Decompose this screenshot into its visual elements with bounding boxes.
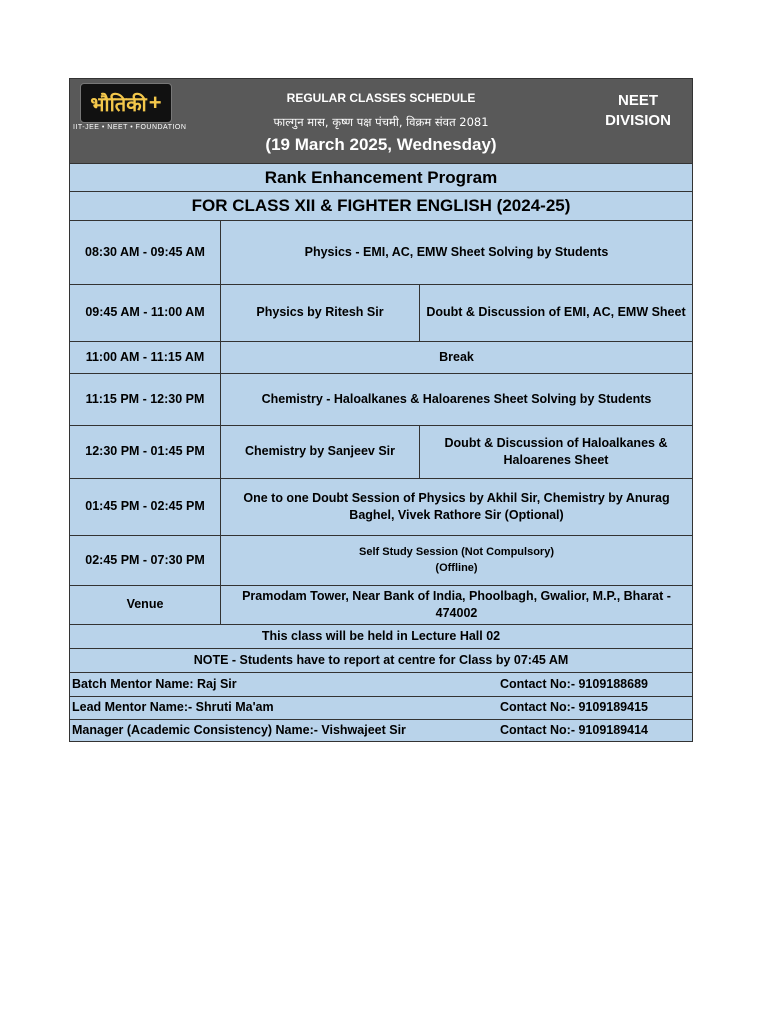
mentor-row [70,673,692,697]
class-title: FOR CLASS XII & FIGHTER ENGLISH (2024-25) [70,192,692,221]
schedule-date: (19 March 2025, Wednesday) [265,135,497,154]
schedule-title: REGULAR CLASSES SCHEDULE [286,91,476,105]
activity-cell: Chemistry by Sanjeev Sir [221,426,420,479]
venue-label: Venue [70,586,221,625]
mentor-name: Manager (Academic Consistency) Name:- Vishwajeet Sir [72,722,406,737]
activity-cell: Physics by Ritesh Sir [221,285,420,342]
time-slot: 01:45 PM - 02:45 PM [70,479,221,536]
hindi-calendar-date: फाल्गुन मास, कृष्ण पक्ष पंचमी, विक्रम संवत 2081 [273,115,489,129]
activity-cell: Break [221,342,692,374]
schedule-header [70,79,692,164]
schedule-sheet [69,78,693,742]
mentor-name: Lead Mentor Name:- Shruti Ma'am [72,700,274,715]
self-study-label: Self Study Session (Not Compulsory) [359,546,554,559]
time-slot: 12:30 PM - 01:45 PM [70,426,221,479]
program-title: Rank Enhancement Program [70,164,692,192]
activity-cell [221,536,692,586]
activity-cell-secondary: Doubt & Discussion of EMI, AC, EMW Sheet [420,285,692,342]
activity-cell: Physics - EMI, AC, EMW Sheet Solving by Students [221,221,692,285]
activity-cell: One to one Doubt Session of Physics by Akhil Sir, Chemistry by Anurag Baghel, Vivek Rathore Sir (Optional) [221,479,692,536]
time-slot: 09:45 AM - 11:00 AM [70,285,221,342]
logo-tagline: IIT-JEE • NEET • FOUNDATION [73,124,187,131]
self-study-mode: (Offline) [435,561,478,574]
time-slot: 11:00 AM - 11:15 AM [70,342,221,374]
time-slot: 11:15 PM - 12:30 PM [70,374,221,426]
activity-cell-secondary: Doubt & Discussion of Haloalkanes & Haloarenes Sheet [420,426,692,479]
mentor-row [70,697,692,720]
division-label: NEET DIVISION [605,92,671,130]
logo-text: भौतिकी [90,91,147,116]
time-slot: 08:30 AM - 09:45 AM [70,221,221,285]
venue-address: Pramodam Tower, Near Bank of India, Phoolbagh, Gwalior, M.P., Bharat - 474002 [221,586,692,625]
hall-note: This class will be held in Lecture Hall 02 [70,625,692,649]
time-slot: 02:45 PM - 07:30 PM [70,536,221,586]
mentor-contact: Contact No:- 9109188689 [500,676,648,691]
mentor-contact: Contact No:- 9109189414 [500,722,648,737]
activity-cell: Chemistry - Haloalkanes & Haloarenes Sheet Solving by Students [221,374,692,426]
mentor-contact: Contact No:- 9109189415 [500,700,648,715]
mentor-name: Batch Mentor Name: Raj Sir [72,676,237,691]
report-note: NOTE - Students have to report at centre for Class by 07:45 AM [70,649,692,673]
mentor-row [70,720,692,741]
logo-plus-icon: + [148,90,162,115]
